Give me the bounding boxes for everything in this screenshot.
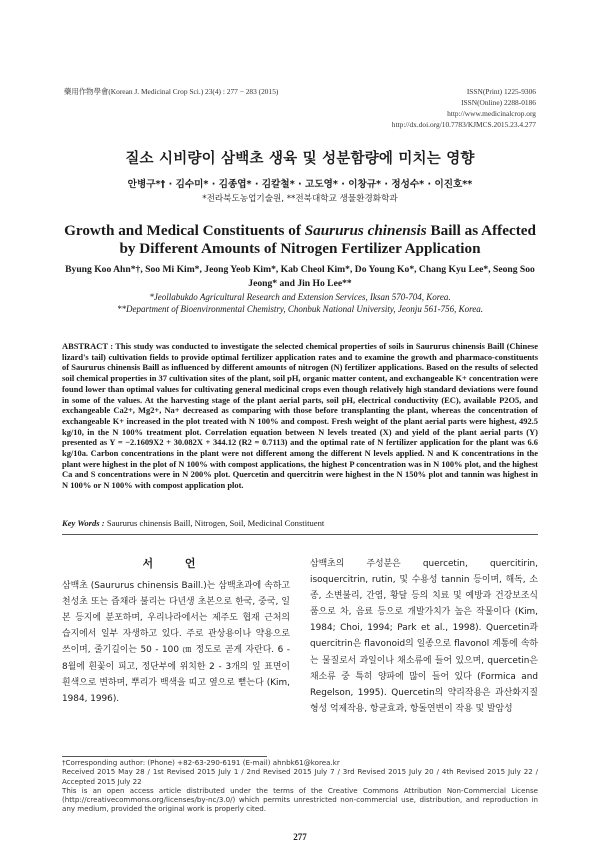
affiliation-2: **Department of Bioenvironmental Chemistry, Chonbuk National University, Jeonju 561-756, Korea. [116, 303, 484, 314]
title-part-2: Baill as Affected by Different Amounts of Nitrogen Fertilizer Application [119, 222, 536, 257]
keywords [62, 518, 538, 528]
doi-link[interactable]: http://dx.doi.org/10.7783/KJMCS.2015.23.4.277 [391, 120, 536, 129]
license-notice: This is an open access article distributed under the terms of the Creative Commons Attribution Non-Commercial License (http://creativecommons.org/licenses/by-nc/3.0/) which permits unrestricted non-commercial use, distribution, and reproduction in any medium, provided the original work is properly cited. [62, 785, 538, 814]
page-number: 277 [293, 832, 307, 842]
title-species: Saururus chinensis [304, 222, 427, 239]
english-authors: Byung Koo Ahn*†, Soo Mi Kim*, Jeong Yeob Kim*, Kab Cheol Kim*, Do Young Ko*, Chang Kyu Lee*, Seong Soo Jeong* and Jin Ho Lee** [65, 264, 535, 289]
abstract [62, 341, 538, 491]
footnotes [62, 758, 538, 814]
journal-url[interactable]: http://www.medicinalcrop.org [447, 109, 536, 118]
corresponding-author: †Corresponding author: (Phone) +82-63-290-6191 (E-mail) ahnbk61@korea.kr [62, 758, 340, 767]
journal-identifiers [392, 86, 536, 130]
affiliation-1: *Jeollabukdo Agricultural Research and Extension Services, Iksan 570-704, Korea. [149, 292, 451, 302]
divider [62, 534, 538, 535]
footnote-divider [62, 756, 267, 757]
left-column-text: 삼백초 (Saururus chinensis Baill.)는 삼백초과에 속하고 천성초 또는 즙채라 불리는 다년생 초본으로 한국, 중국, 일본 등지에 분포하며, 우리나라에서는 제주도 협재 근처의 습지에서 일부 자생하고 있다. 주로 관상용이나 약용으로 쓰이며, 줄기길이는 50 - 100 ㎝ 정도로 곧게 자란다. 6 - 8월에 흰꽃이 피고, 정단부에 위치한 2 - 3개의 잎 표면이 흰색으로 변하며, 뿌리가 백색을 띠고 옆으로 뻗는다 (Kim, 1984, 1996). [62, 581, 290, 704]
keywords-label: Key Words : [62, 518, 107, 528]
journal-citation: 藥用作物學會(Korean J. Medicinal Crop Sci.) 23(4) : 277 − 283 (2015) [64, 87, 279, 96]
english-affiliation [62, 292, 538, 315]
body-left-column [62, 556, 290, 707]
body-right-column: 삼백초의 주성분은 quercetin, quercitirin, isoquercitrin, rutin, 및 수용성 tannin 등이며, 해독, 소종, 소변불리, 간염, 황달 등의 치료 및 예방과 건강보조식품으로 차, 음료 등으로 개발가치가 높은 작물이다 (Kim, 1984; Choi, 1994; Park et al., 1998). Quercetin과 quercitrin은 flavonoid의 일종으로 flavonol 계통에 속하는 물질로서 과일이나 채소류에 들어 있으며, quercetin은 채소류 중 특히 양파에 많이 들어 있다 (Formica and Regelson, 1995). Quercetin의 약리작용은 과산화지질 형성 억제작용, 항균효과, 항돌연변이 작용 및 발암성 [310, 559, 538, 714]
korean-authors: 안병구*† · 김수미* · 김종엽* · 김칼철* · 고도영* · 이창규* · 정성수* · 이진호** [127, 179, 473, 190]
korean-affiliation: *전라북도농업기술원, **전북대학교 생물환경화학과 [202, 194, 398, 204]
abstract-text: This study was conducted to investigate the selected chemical properties of soils in Saururus chinensis Baill (Chinese lizard's tail) cultivation fields to provide optimal fertilizer application rates and to examine the growth and pharmaco-constituents of Saururus chinensis Baill as influenced by different amounts of nitrogen (N) fertilizer applications. Based on the results of selected soil chemical properties in 37 cultivation sites of the plant, soil pH, organic matter content, and exchangeable K+ concentration were found lower than optimal values for cultivating general medicinal crops even though relatively high standard deviations were found in some of the values. At the harvesting stage of the plant aerial parts, soil pH, electrical conductivity (EC), available P2O5, and exchangeable Ca2+, Mg2+, Na+ decreased as comparing with those before transplanting the plant, whereas the concentration of exchangeable K+ increased in the plot treated with N 100% and compost. Fresh weight of the plant aerial parts were highest, 492.5 kg/10, in the N 100% treatment plot. Correlation equation between N levels treated (X) and yield of the plant aerial parts (Y) presented as Y = −2.1609X2 + 30.082X + 344.12 (R2 = 0.7113) and the optimal rate of N fertilizer application for the plant was 6.6 kg/10a. Carbon concentrations in the plant were not different among the different N levels applied. N and K concentrations in the plant were highest in the plot of N 100% with compost applications, the highest P concentration was in N 100% plot, and the highest Ca and S concentrations were in N 200% plot. Quercetin and quercitrin were highest in the N 150% plot and tannin was highest in N 100% or N 100% with compost application plot. [62, 341, 538, 491]
english-title [62, 222, 538, 258]
issn-online: ISSN(Online) 2288-0186 [461, 98, 536, 107]
issn-print: ISSN(Print) 1225-9306 [466, 87, 536, 96]
received-dates: Received 2015 May 28 / 1st Revised 2015 July 1 / 2nd Revised 2015 July 7 / 3rd Revised 2015 July 20 / 4th Revised 2015 July 22 / Accepted 2015 July 22 [62, 767, 538, 786]
title-part-1: Growth and Medical Constituents of [64, 222, 305, 239]
abstract-label: ABSTRACT : [62, 341, 116, 351]
keywords-text: Saururus chinensis Baill, Nitrogen, Soil, Medicinal Constituent [106, 518, 325, 528]
section-title-introduction: 서 언 [142, 557, 210, 570]
korean-title: 질소 시비량이 삼백초 생육 및 성분함량에 미치는 영향 [125, 151, 475, 167]
